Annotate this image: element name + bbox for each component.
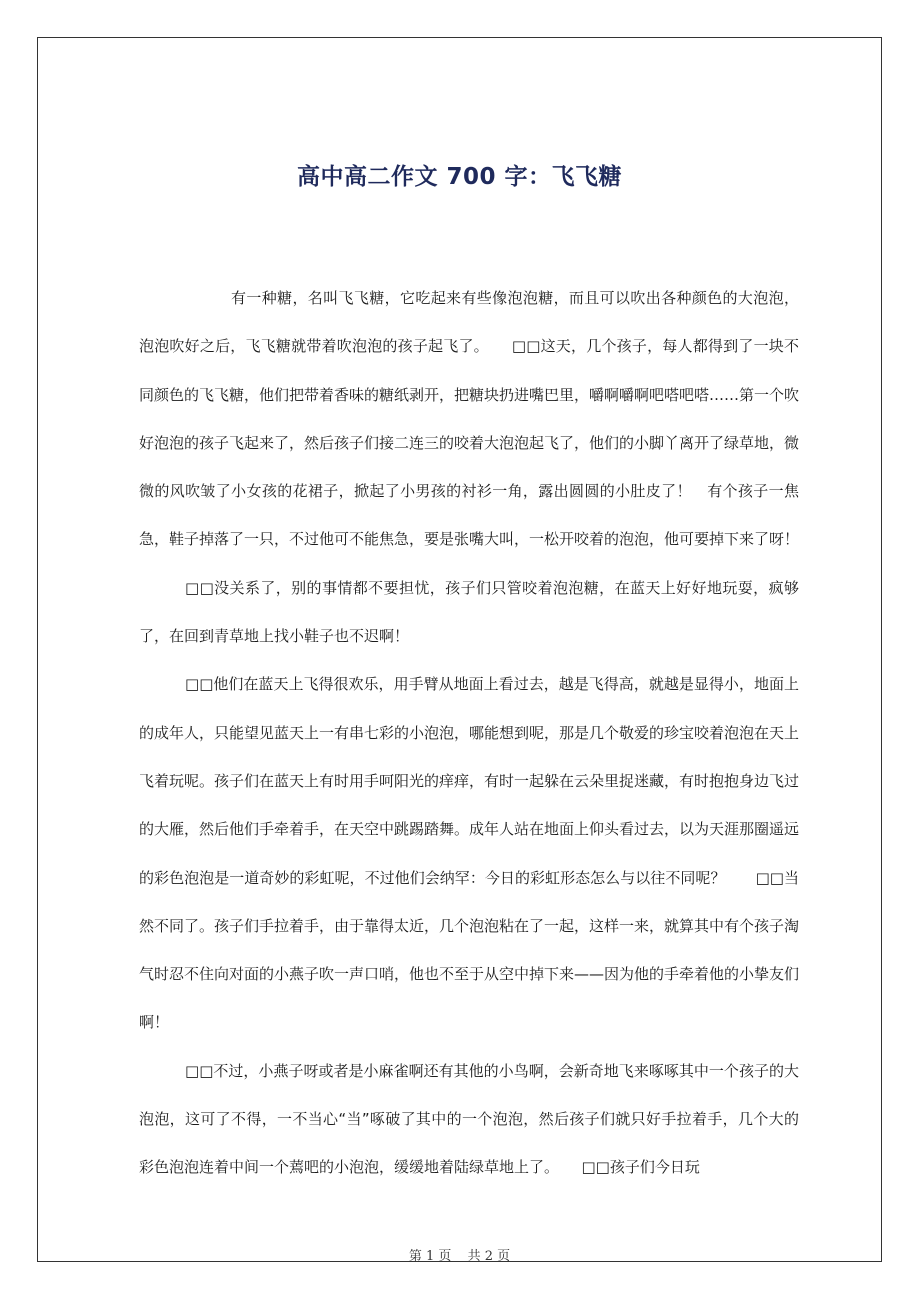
paragraph: □□他们在蓝天上飞得很欢乐，用手臂从地面上看过去，越是飞得高，就越是显得小，地面上的成年人，只能望见蓝天上一有串七彩的小泡泡，哪能想到呢，那是几个敬爱的珍宝咬着泡泡在天上飞着玩呢。孩子们在蓝天上有时用手呵阳光的痒痒，有时一起躲在云朵里捉迷藏，有时抱抱身边飞过的大雁，然后他们手牵着手，在天空中跳踢踏舞。成年人站在地面上仰头看过去，以为天涯那圈遥远的彩色泡泡是一道奇妙的彩虹呢，不过他们会纳罕：今日的彩虹形态怎么与以往不同呢？ □□当然不同了。孩子们手拉着手，由于靠得太近，几个泡泡粘在了一起，这样一来，就算其中有个孩子淘气时忍不住向对面的小燕子吹一声口哨，他也不至于从空中掉下来——因为他的手牵着他的小挚友们啊！ bbox=[139, 675, 800, 1032]
page-number: 第 1 页 bbox=[408, 1249, 452, 1264]
paragraph: □□没关系了，别的事情都不要担忧，孩子们只管咬着泡泡糖，在蓝天上好好地玩耍，疯够了，在回到青草地上找小鞋子也不迟啊！ bbox=[139, 578, 799, 646]
page-footer bbox=[38, 1245, 881, 1264]
paragraph: □□不过，小燕子呀或者是小麻雀啊还有其他的小鸟啊，会新奇地飞来啄啄其中一个孩子的大泡泡，这可了不得，一不当心“当”啄破了其中的一个泡泡，然后孩子们就只好手拉着手，几个大的彩色泡泡连着中间一个蔫吧的小泡泡，缓缓地着陆绿草地上了。 □□孩子们今日玩 bbox=[139, 1061, 799, 1177]
document-page bbox=[37, 37, 882, 1262]
paragraph: 有一种糖，名叫飞飞糖，它吃起来有些像泡泡糖，而且可以吹出各种颜色的大泡泡，泡泡吹好之后，飞飞糖就带着吹泡泡的孩子起飞了。 □□这天，几个孩子，每人都得到了一块不同颜色的飞飞糖，他们把带着香味的糖纸剥开，把糖块扔进嘴巴里，嚼啊嚼啊吧嗒吧嗒……第一个吹好泡泡的孩子飞起来了，然后孩子们接二连三的咬着大泡泡起飞了，他们的小脚丫离开了绿草地，微微的风吹皱了小女孩的花裙子，掀起了小男孩的衬衫一角，露出圆圆的小肚皮了！ 有个孩子一焦急，鞋子掉落了一只，不过他可不能焦急，要是张嘴大叫，一松开咬着的泡泡，他可要掉下来了呀！ bbox=[139, 289, 800, 549]
document-body bbox=[139, 274, 799, 1192]
page-total: 共 2 页 bbox=[467, 1249, 511, 1264]
document-title: 高中高二作文 700 字：飞飞糖 bbox=[296, 164, 623, 190]
